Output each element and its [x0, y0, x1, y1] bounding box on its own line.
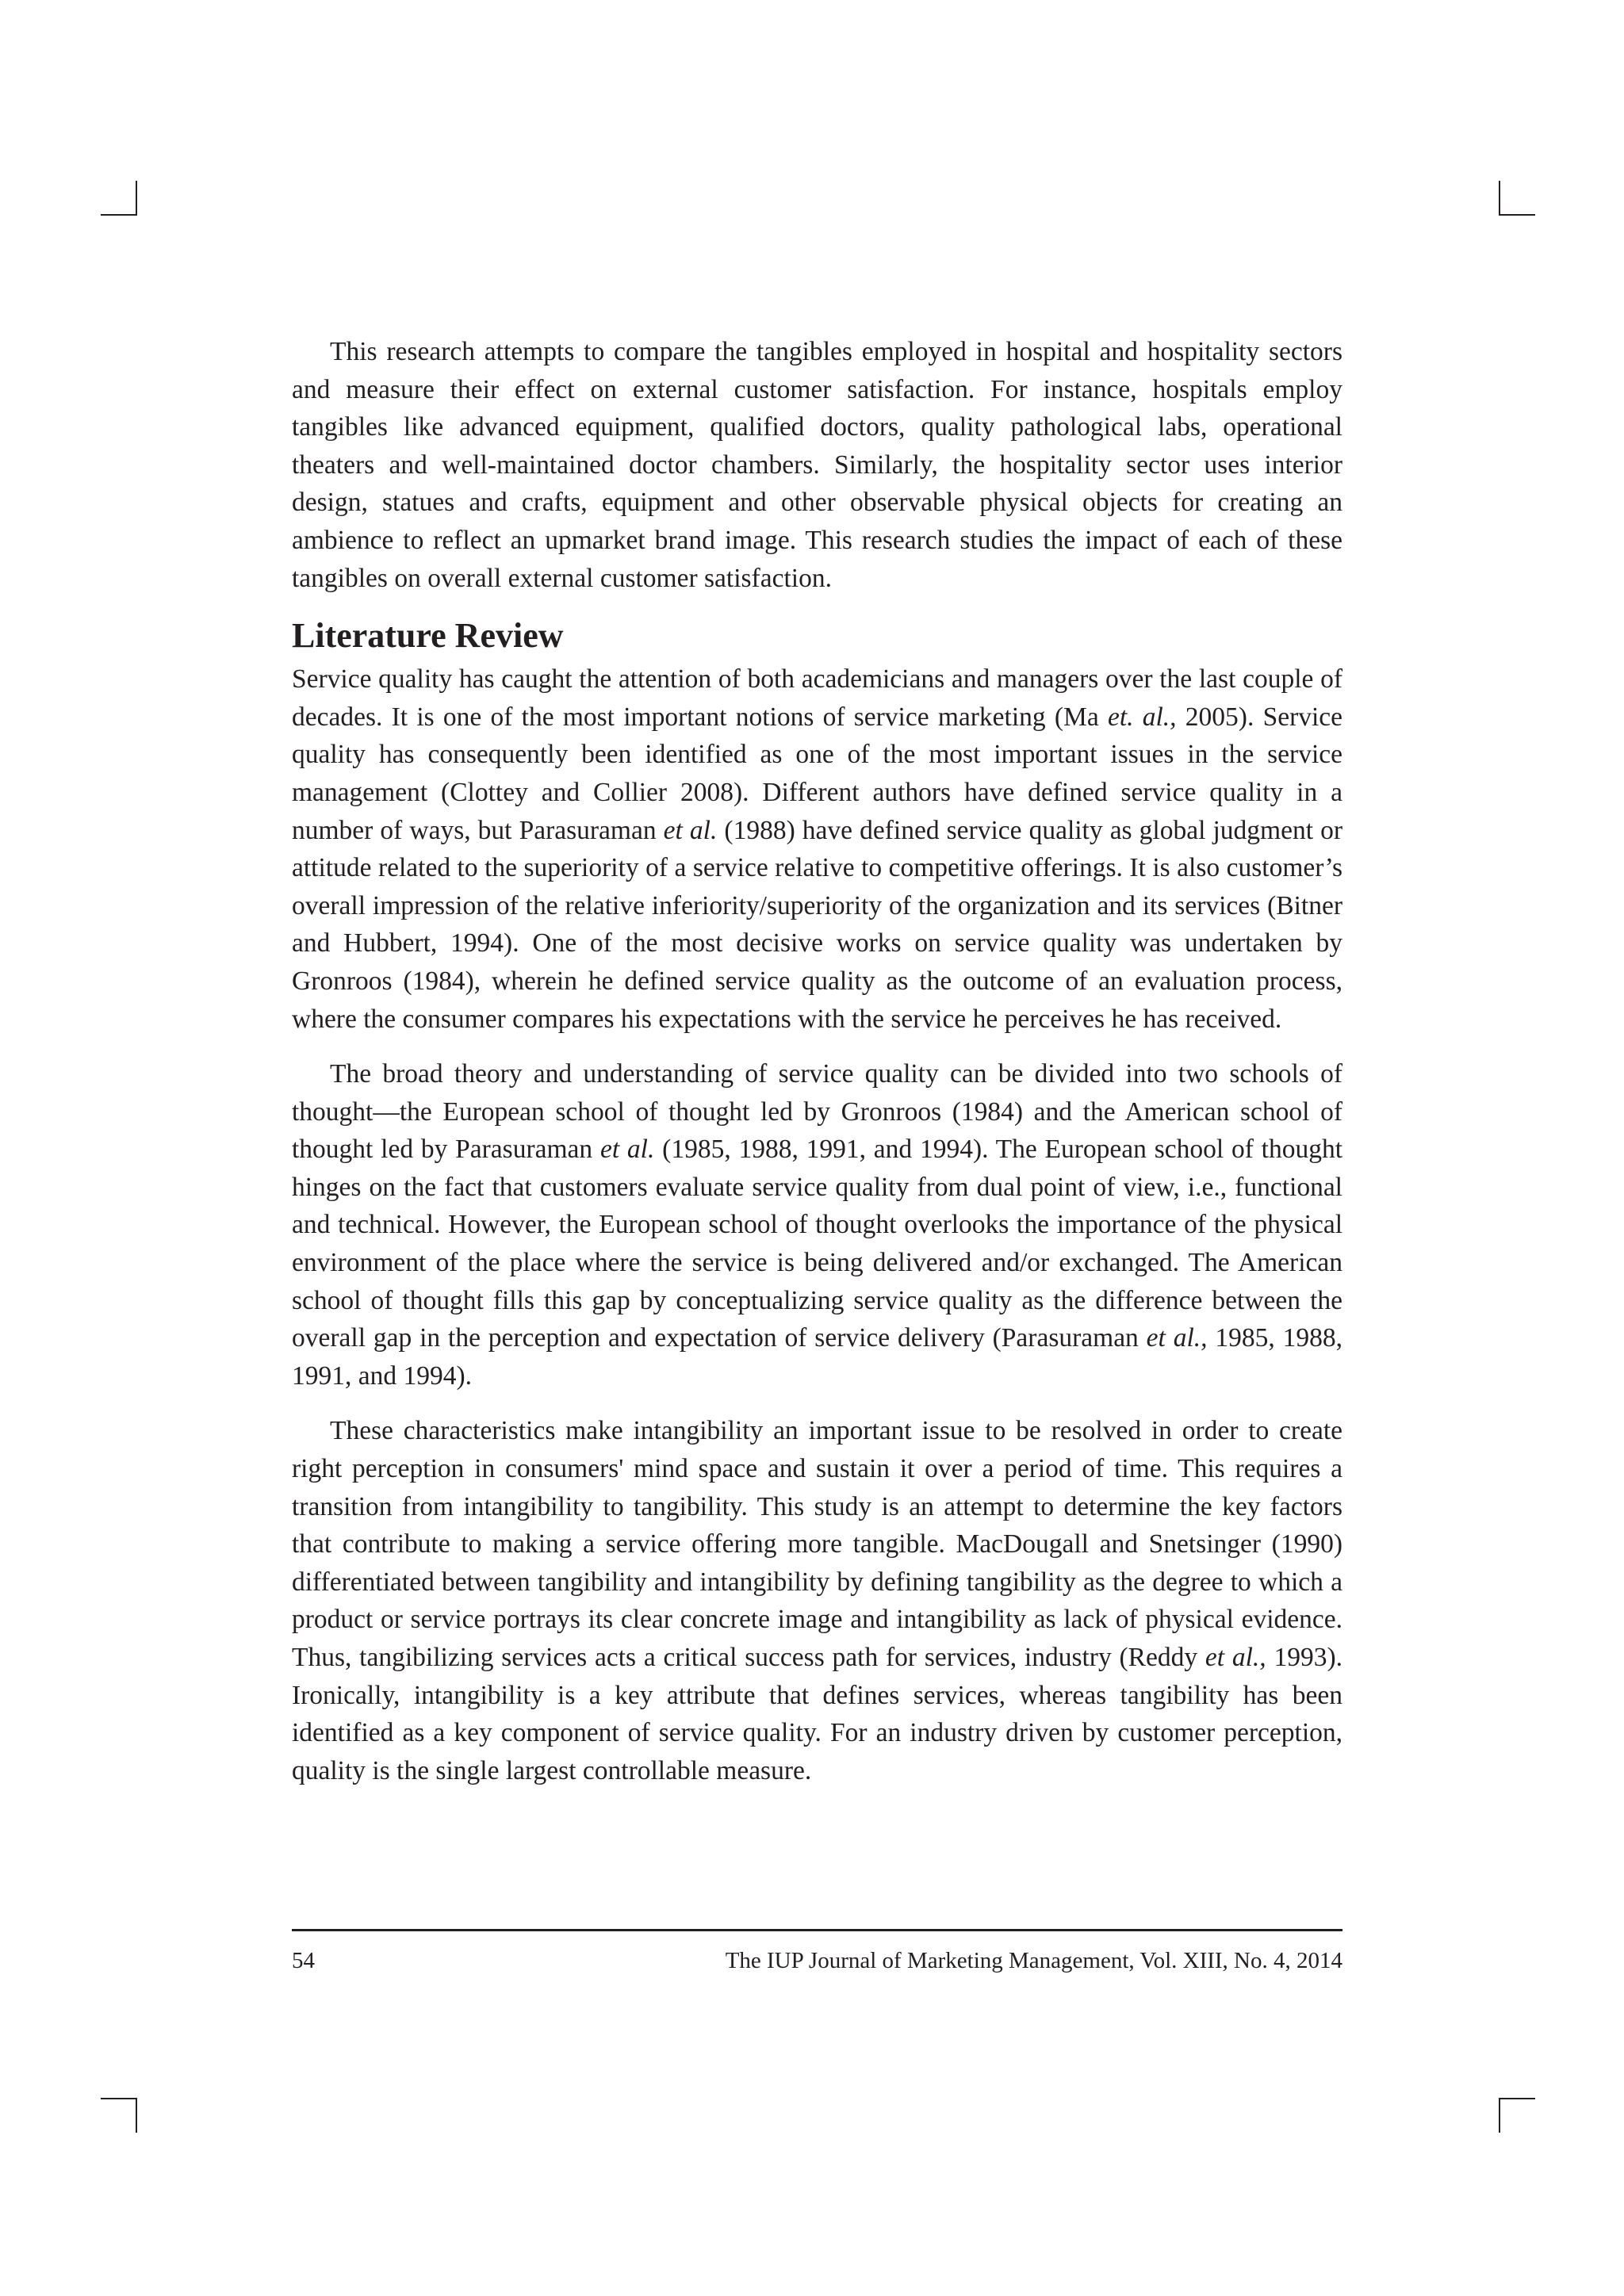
- journal-citation: The IUP Journal of Marketing Management, Vol. XIII, No. 4, 2014: [725, 1948, 1342, 1973]
- citation-etal: et al.,: [1146, 1323, 1208, 1353]
- crop-mark-bottom-right-h: [1500, 2098, 1535, 2099]
- text-run: The broad theory and understanding of service quality can be divided into two schools of thought—the European school of thought led by Gronroos (1984) and the American school of thought led by Parasuraman: [292, 1059, 1342, 1165]
- crop-mark-top-left-v: [136, 181, 137, 216]
- text-run: 2005). Service quality has consequently been identified as one of the most important issues in the service management (Clottey and Collier 2008). Different authors have defined service quality in a number of ways, but Parasuraman: [292, 702, 1343, 845]
- page-footer: [292, 1945, 1342, 1976]
- crop-mark-bottom-right-v: [1499, 2098, 1500, 2133]
- literature-paragraph-3: [292, 1412, 1342, 1789]
- intro-paragraph: This research attempts to compare the tangibles employed in hospital and hospitality sectors and measure their effect on external customer satisfaction. For instance, hospitals employ tangibles like advanced equipment, qualified doctors, quality pathological labs, operational theaters and well-maintained doctor chambers. Similarly, the hospitality sector uses interior design, statues and crafts, equipment and other observable physical objects for creating an ambience to reflect an upmarket brand image. This research studies the impact of each of these tangibles on overall external customer satisfaction.: [292, 337, 1342, 593]
- section-heading: Literature Review: [292, 616, 564, 656]
- article-body: [292, 333, 1342, 1789]
- text-run: (1985, 1988, 1991, and 1994). The European school of thought hinges on the fact that customers evaluate service quality from dual point of view, i.e., functional and technical. However, the European school of thought overlooks the importance of the physical environment of the place where the service is being delivered and/or exchanged. The American school of thought fills this gap by conceptualizing service quality as the difference between the overall gap in the perception and expectation of service delivery (Parasuraman: [292, 1135, 1343, 1353]
- text-run: Service quality has caught the attention of both academicians and managers over the last couple of decades. It is one of the most important notions of service marketing (Ma: [292, 664, 1342, 732]
- literature-paragraph-2: [292, 1055, 1342, 1395]
- citation-etal: et al.,: [1205, 1643, 1266, 1672]
- text-run: 1985, 1988, 1991, and 1994).: [292, 1323, 1343, 1391]
- footer-rule: [292, 1929, 1342, 1931]
- text-run: These characteristics make intangibility an important issue to be resolved in order to create right perception in consumers' mind space and sustain it over a period of time. This requires a transition from intangibility to tangibility. This study is an attempt to determine the key factors that contribute to making a service offering more tangible. MacDougall and Snetsinger (1990) differentiated between tangibility and intangibility by defining tangibility as the degree to which a product or service portrays its clear concrete image and intangibility as lack of physical evidence. Thus, tangibilizing services acts a critical success path for services, industry (Reddy: [292, 1416, 1342, 1672]
- citation-etal: et al.: [599, 1135, 655, 1165]
- crop-mark-top-left-h: [101, 214, 136, 216]
- crop-mark-top-right-h: [1500, 214, 1535, 216]
- citation-etal: et. al.,: [1107, 702, 1177, 732]
- text-run: (1988) have defined service quality as global judgment or attitude related to the superiority of a service relative to competitive offerings. It is also customer’s overall impression of the relative inferiority/superiority of the organization and its services (Bitner and Hubbert, 1994). One of the most decisive works on service quality was undertaken by Gronroos (1984), wherein he defined service quality as the outcome of an evaluation process, where the consumer compares his expectations with the service he perceives he has received.: [292, 815, 1343, 1034]
- crop-mark-top-right-v: [1499, 181, 1500, 216]
- page-number: 54: [292, 1948, 315, 1973]
- crop-mark-bottom-left-v: [136, 2098, 137, 2133]
- citation-etal: et al.: [663, 815, 718, 845]
- crop-mark-bottom-left-h: [101, 2098, 136, 2099]
- literature-paragraph-1: [292, 660, 1342, 1038]
- text-run: 1993). Ironically, intangibility is a key attribute that defines services, whereas tangibility has been identified as a key component of service quality. For an industry driven by customer perception, quality is the single largest controllable measure.: [292, 1643, 1343, 1785]
